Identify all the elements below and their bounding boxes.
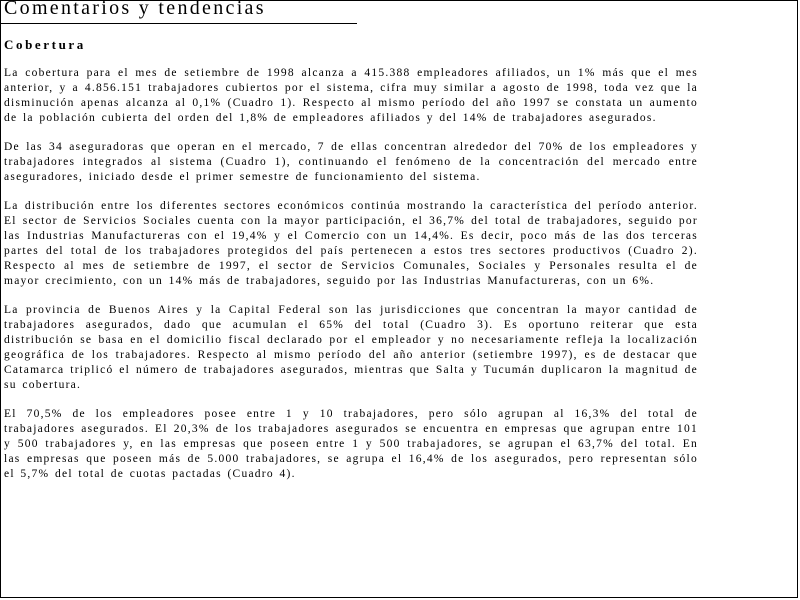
paragraph-insurers-concentration: De las 34 aseguradoras que operan en el mercado, 7 de ellas concentran alrededor del 70% de los empleadores y trabajadores integrados al sistema (Cuadro 1), continuando el fenómeno de la concentración del mercado entre aseguradores, iniciado desde el primer semestre de funcionamiento del sistema.: [4, 141, 698, 183]
title-divider: [1, 23, 357, 24]
paragraph-jurisdictions: La provincia de Buenos Aires y la Capital Federal son las jurisdicciones que concentran la mayor cantidad de trabajadores asegurados, dado que acumulan el 65% del total (Cuadro 3). Es oportuno reiterar que esta distribución se basa en el domicilio fiscal declarado por el empleador y no necesariamente refleja la localización geográfica de los trabajadores. Respecto al mismo período del año anterior (setiembre 1997), es de destacar que Catamarca triplicó el número de trabajadores asegurados, mientras que Salta y Tucumán duplicaron la magnitud de su cobertura.: [4, 304, 698, 391]
body-text: [4, 66, 698, 496]
paragraph-coverage-totals: La cobertura para el mes de setiembre de 1998 alcanza a 415.388 empleadores afiliados, un 1% más que el mes anterior, y a 4.856.151 trabajadores cubiertos por el sistema, cifra muy similar a agosto de 1998, toda vez que la disminución apenas alcanza al 0,1% (Cuadro 1). Respecto al mismo período del año 1997 se constata un aumento de la población cubierta del orden del 1,8% de empleadores afiliados y del 14% de trabajadores asegurados.: [4, 67, 698, 124]
section-heading: Cobertura: [4, 37, 86, 52]
page-title: Comentarios y tendencias: [4, 0, 266, 19]
paragraph-company-size: El 70,5% de los empleadores posee entre 1 y 10 trabajadores, pero sólo agrupan al 16,3% del total de trabajadores asegurados. El 20,3% de los trabajadores asegurados se encuentra en empresas que agrupan entre 101 y 500 trabajadores y, en las empresas que poseen entre 1 y 500 trabajadores, se agrupan el 63,7% del total. En las empresas que poseen más de 5.000 trabajadores, se agrupa el 16,4% de los asegurados, pero representan sólo el 5,7% del total de cuotas pactadas (Cuadro 4).: [4, 408, 698, 480]
paragraph-economic-sectors: La distribución entre los diferentes sectores económicos continúa mostrando la característica del período anterior. El sector de Servicios Sociales cuenta con la mayor participación, el 36,7% del total de trabajadores, seguido por las Industrias Manufactureras con el 19,4% y el Comercio con un 14,4%. Es decir, poco más de las dos terceras partes del total de los trabajadores protegidos del país pertenecen a estos tres sectores productivos (Cuadro 2). Respecto al mes de setiembre de 1997, el sector de Servicios Comunales, Sociales y Personales resulta el de mayor crecimiento, con un 14% más de trabajadores, seguido por las Industrias Manufactureras, con un 6%.: [4, 200, 698, 287]
